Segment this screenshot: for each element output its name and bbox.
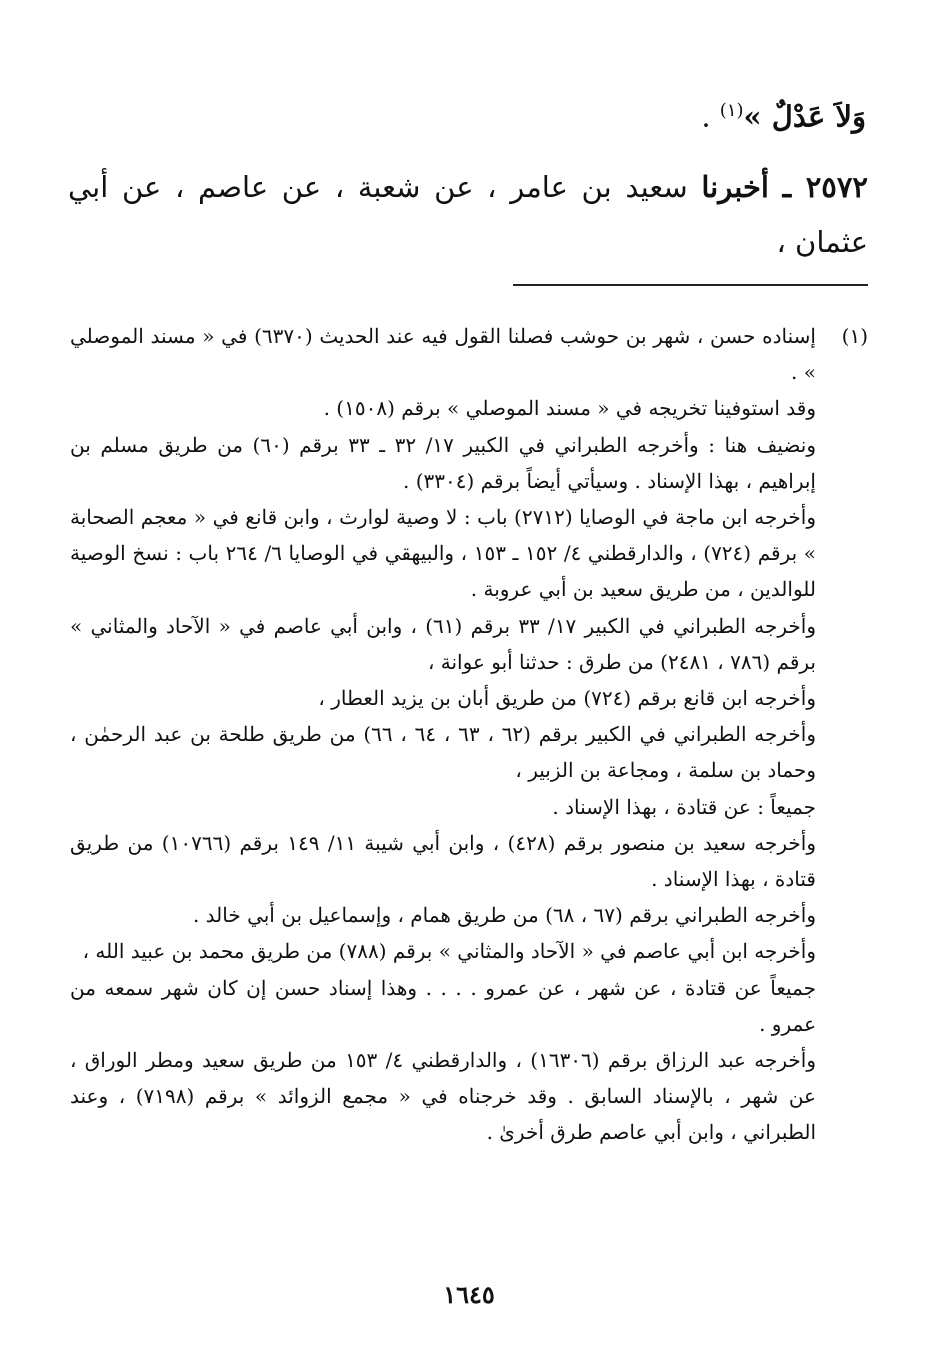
hadith-number: ٢٥٧٢ ـ [782, 170, 868, 204]
continuation-end: . [701, 99, 720, 134]
footnote-line: وأخرجه الطبراني برقم (٦٧ ، ٦٨) من طريق همام ، وإسماعيل بن أبي خالد . [192, 903, 816, 928]
hadith-narration-verb: أخبرنا [701, 170, 769, 204]
footnote-line: جميعاً : عن قتادة ، بهذا الإسناد . [552, 794, 816, 819]
footnote-marker: (١) [841, 324, 868, 348]
hadith-paragraph [68, 160, 868, 270]
footnote-line: وأخرجه الطبراني في الكبير برقم (٦٢ ، ٦٣ ، ٦٤ ، ٦٦) من طريق طلحة بن عبد الرحمٰن ، وحماد بن سلمة ، ومجاعة بن الزبير ، [70, 722, 817, 783]
footnote-body [70, 318, 816, 1151]
footnote-divider [513, 284, 868, 286]
footnote-line: ونضيف هنا : وأخرجه الطبراني في الكبير ١٧/ ٣٢ ـ ٣٣ برقم (٦٠) من طريق مسلم بن إبراهيم ، بهذا الإسناد . وسيأتي أيضاً برقم (٣٣٠٤) . [70, 432, 816, 493]
footnote-line: وقد استوفينا تخريجه في « مسند الموصلي » برقم (١٥٠٨) . [323, 396, 816, 421]
page-number: ١٦٤٥ [443, 1280, 495, 1309]
footnote-line: وأخرجه سعيد بن منصور برقم (٤٢٨) ، وابن أبي شيبة ١١/ ١٤٩ برقم (١٠٧٦٦) من طريق قتادة ، بهذا الإسناد . [70, 830, 816, 892]
footnote-reference: (١) [719, 100, 744, 121]
hadith-chain: سعيد بن عامر ، عن شعبة ، عن عاصم ، عن أبي عثمان ، [68, 170, 868, 259]
footnote-line: جميعاً عن قتادة ، عن شهر ، عن عمرو . . . . وهذا إسناد حسن إن كان شهر سمعه من عمرو . [70, 975, 816, 1036]
footnote-line: إسناده حسن ، شهر بن حوشب فصلنا القول فيه عند الحديث (٦٣٧٠) في « مسند الموصلي » . [70, 324, 816, 385]
footnote-line: وأخرجه ابن قانع برقم (٧٢٤) من طريق أبان بن يزيد العطار ، [318, 686, 816, 711]
footnote-line: وأخرجه الطبراني في الكبير ١٧/ ٣٣ برقم (٦١) ، وابن أبي عاصم في « الآحاد والمثاني » برقم (٧٨٦ ، ٢٤٨١) من طرق : حدثنا أبو عوانة ، [70, 613, 816, 674]
footnotes-section [70, 318, 868, 1151]
footnote-line: وأخرجه عبد الرزاق برقم (١٦٣٠٦) ، والدارقطني ٤/ ١٥٣ من طريق سعيد ومطر الوراق ، عن شهر ، بالإسناد السابق . وقد خرجناه في « مجمع الزوائد » برقم (٧١٩٨) ، وعند الطبراني ، وابن أبي عاصم طرق أخرىٰ . [70, 1048, 816, 1145]
continuation-text: وَلاَ عَدْلٌ » [743, 99, 866, 134]
footnote-line: وأخرجه ابن ماجة في الوصايا (٢٧١٢) باب : لا وصية لوارث ، وابن قانع في « معجم الصحابة » برقم (٧٢٤) ، والدارقطني ٤/ ١٥٢ ـ ١٥٣ ، والبيهقي في الوصايا ٦/ ٢٦٤ باب : نسخ الوصية للوالدين ، من طريق سعيد بن أبي عروبة . [70, 505, 816, 602]
main-text-continuation [86, 86, 866, 142]
footnote-line: وأخرجه ابن أبي عاصم في « الآحاد والمثاني » برقم (٧٨٨) من طريق محمد بن عبيد الله ، [82, 939, 816, 964]
